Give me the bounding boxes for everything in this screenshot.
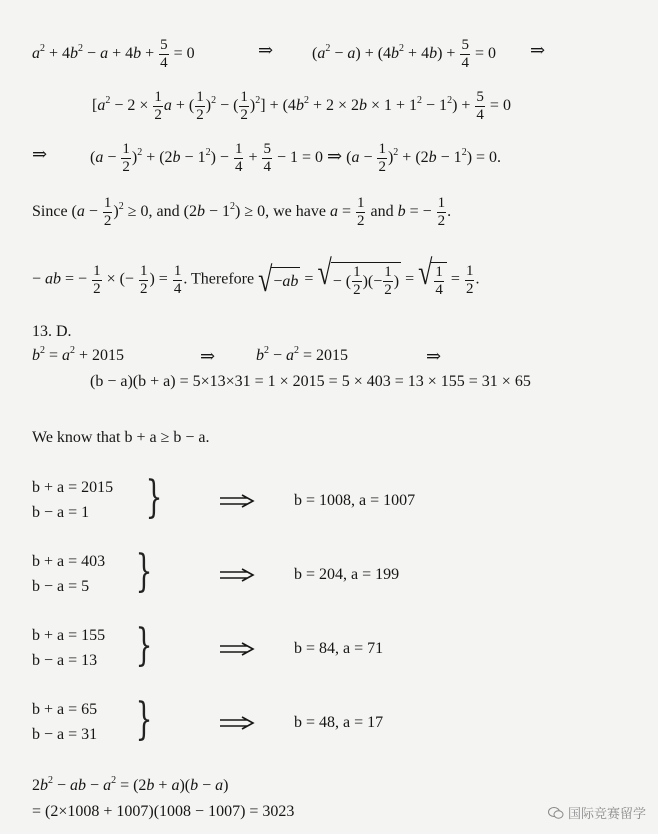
we-know-line: We know that b + a ≥ b − a. <box>32 429 210 446</box>
therefore-line: − ab = − $\frac{1}{2}$ × (− $\frac{1}{2}$ ) = $\frac{1}{4}$ . Therefore √ − ab = √ − ( $\frac{1}{2}$ )(− $\frac{1}{2}$ ) = √ $\frac{1}{4}$ = $\frac{1}{2}$ . <box>32 253 480 299</box>
equation-line-2: [$a^2 - 2$ × $\frac{1}{2}$ a + ( $\frac{1}{2}$ )$^2$ − ( $\frac{1}{2}$ )$^2] + (4b^2 + 2 \times 2b \times 1 + 1^2 - 1^2)$ + $\frac{5}{4}$ = 0 <box>92 89 511 123</box>
right-brace-icon: } <box>135 620 153 671</box>
implies-arrow-icon: ⇒ <box>426 346 442 366</box>
equation-13b: $b^2 - a^2 = 2015$ <box>256 345 349 364</box>
final-equation-2: = (2×1008 + 1007)(1008 − 1007) = 3023 <box>32 803 295 820</box>
system-1-bottom: b − a = 1 <box>32 504 90 521</box>
right-brace-icon: } <box>145 472 163 523</box>
final-equation-1: $2b^2$ − ab − $a^2 = (2b + a)(b - a)$ <box>32 775 229 794</box>
system-1-result: b = 1008, a = 1007 <box>294 492 416 509</box>
equation-line-1b: $(a^2 - a) + (4b^2 + 4b)$ + $\frac{5}{4}$ = 0 <box>312 37 496 71</box>
double-arrow-icon <box>219 568 255 582</box>
equation-13c: (b − a)(b + a) = 5×13×31 = 1 × 2015 = 5 × 403 = 13 × 155 = 31 × 65 <box>90 373 531 390</box>
system-2-bottom: b − a = 5 <box>32 578 90 595</box>
implies-arrow-icon: ⇒ <box>530 40 546 60</box>
solution-13-label: 13. D. <box>32 323 72 340</box>
system-2-top: b + a = 403 <box>32 553 106 570</box>
system-4-bottom: b − a = 31 <box>32 726 98 743</box>
equation-line-1a: $a^2 + 4b^2 - a + 4b$ + $\frac{5}{4}$ = 0 <box>32 37 195 71</box>
implies-arrow-icon: ⇒ <box>200 346 216 366</box>
system-1-top: b + a = 2015 <box>32 479 114 496</box>
watermark-text: 国际竞赛留学 <box>567 807 646 822</box>
implies-arrow-icon: ⇒ <box>32 144 48 164</box>
double-arrow-icon <box>219 642 255 656</box>
double-arrow-icon <box>219 494 255 508</box>
system-3-bottom: b − a = 13 <box>32 652 98 669</box>
implies-arrow-icon: ⇒ <box>258 40 274 60</box>
equation-13a: $b^2 = a^2 + 2015$ <box>32 345 125 364</box>
since-line: Since (a − $\frac{1}{2}$ )$^2$ ≥ 0, and $(2b - 1^2) \ge 0$, we have a = $\frac{1}{2}$ and b = − $\frac{1}{2}$ . <box>32 195 452 229</box>
right-brace-icon: } <box>135 546 153 597</box>
double-arrow-icon <box>219 716 255 730</box>
system-2-result: b = 204, a = 199 <box>294 566 400 583</box>
wechat-icon <box>548 806 564 820</box>
system-3-result: b = 84, a = 71 <box>294 640 384 657</box>
system-4-top: b + a = 65 <box>32 701 98 718</box>
system-3-top: b + a = 155 <box>32 627 106 644</box>
right-brace-icon: } <box>135 694 153 745</box>
system-4-result: b = 48, a = 17 <box>294 714 384 731</box>
watermark <box>548 803 646 822</box>
equation-line-3: (a − $\frac{1}{2}$ )$^2 + (2b - 1^2)$ − $\frac{1}{4}$ + $\frac{5}{4}$ − 1 = 0 ⇒ (a − $\frac{1}{2}$ )$^2 + (2b - 1^2) = 0$. <box>90 141 502 175</box>
